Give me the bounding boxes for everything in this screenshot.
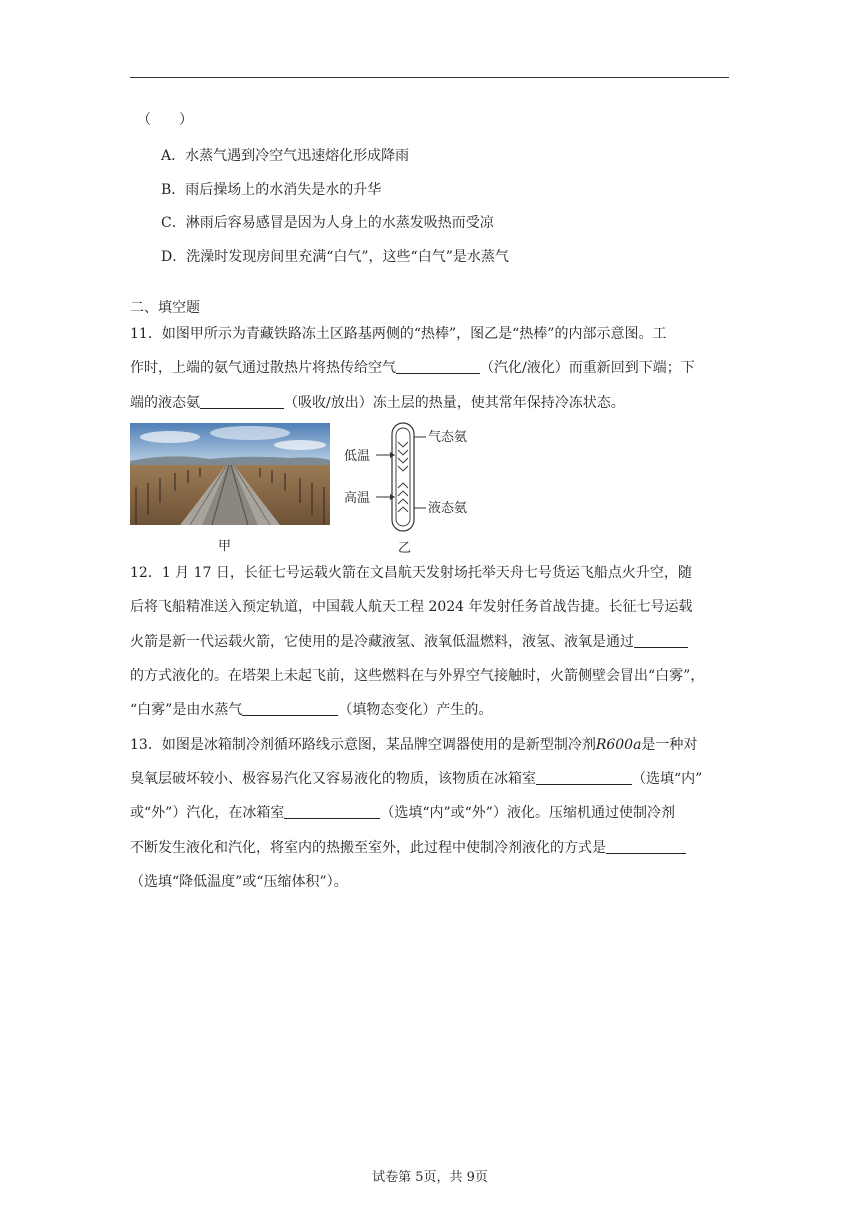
q13-line1	[130, 735, 697, 755]
q13-text: 不断发生液化和汽化，将室内的热搬至室外，此过程中使制冷剂液化的方式是	[130, 840, 606, 856]
q11-text: 作时，上端的氨气通过散热片将热传给空气	[130, 360, 396, 376]
label-low-temp: 低温	[344, 449, 371, 464]
q11-line2	[130, 358, 695, 378]
q12-line5	[130, 700, 492, 720]
q13-line4	[130, 838, 686, 858]
q13-text: 是一种对	[641, 737, 698, 753]
q13-line5: （选填“降低温度”或“压缩体积”）。	[130, 874, 348, 890]
q11-text: （吸收/放出）冻土层的热量，使其常年保持冷冻状态。	[284, 395, 625, 411]
q13-line2	[130, 769, 702, 789]
q12-line1: 12．1 月 17 日，长征七号运载火箭在文昌航天发射场托举天舟七号货运飞船点火升空，随	[130, 565, 692, 581]
q13-text: 或“外”）汽化，在冰箱室	[130, 805, 285, 821]
q12-line4: 的方式液化的。在塔架上未起飞前，这些燃料在与外界空气接触时，火箭侧壁会冒出“白雾”，	[130, 668, 705, 684]
option-a: A．水蒸气遇到冷空气迅速熔化形成降雨	[161, 148, 410, 164]
heat-pipe-diagram	[340, 420, 490, 535]
q12-text: （填物态变化）产生的。	[338, 702, 493, 718]
q11-line3	[130, 393, 625, 413]
answer-blank[interactable]	[200, 394, 284, 409]
header-rule	[130, 77, 729, 78]
railway-photo	[130, 423, 330, 525]
option-d: D．洗澡时发现房间里充满“白气”，这些“白气”是水蒸气	[161, 249, 509, 265]
q13-line3	[130, 803, 675, 823]
section-title: 二、填空题	[130, 300, 200, 316]
answer-blank[interactable]	[536, 770, 632, 785]
answer-blank[interactable]	[634, 633, 688, 648]
answer-blank[interactable]	[396, 359, 480, 374]
label-liquid-ammonia: 液态氨	[428, 501, 468, 516]
answer-blank[interactable]	[242, 701, 338, 716]
label-gaseous-ammonia: 气态氨	[428, 430, 468, 445]
q12-line2: 后将飞船精准送入预定轨道，中国载人航天工程 2024 年发射任务首战告捷。长征七号运载	[130, 599, 693, 615]
q12-text: 火箭是新一代运载火箭，它使用的是冷藏液氢、液氧低温燃料，液氢、液氧是通过	[130, 634, 634, 650]
figure-caption-yi: 乙	[398, 541, 412, 556]
q11-text: 端的液态氨	[130, 395, 200, 411]
answer-blank[interactable]	[284, 804, 380, 819]
answer-paren: （ ）	[137, 112, 193, 128]
q12-text: “白雾”是由水蒸气	[130, 702, 243, 718]
q13-text: 臭氧层破坏较小、极容易汽化又容易液化的物质，该物质在冰箱室	[130, 771, 536, 787]
option-b: B．雨后操场上的水消失是水的升华	[161, 182, 382, 198]
q11-text: （汽化/液化）而重新回到下端；下	[480, 360, 695, 376]
label-high-temp: 高温	[344, 491, 371, 506]
q11-line1: 11．如图甲所示为青藏铁路冻土区路基两侧的“热棒”，图乙是“热棒”的内部示意图。工	[130, 326, 667, 342]
answer-blank[interactable]	[606, 839, 686, 854]
q13-text: 13．如图是冰箱制冷剂循环路线示意图，某品牌空调器使用的是新型制冷剂	[130, 737, 596, 753]
refrigerant-formula: R600a	[595, 737, 642, 753]
q12-line3	[130, 632, 688, 652]
q13-text: （选填“内”	[632, 771, 703, 787]
q13-text: （选填“内”或“外”）液化。压缩机通过使制冷剂	[380, 805, 675, 821]
figure-caption-jia: 甲	[218, 539, 232, 554]
option-c: C．淋雨后容易感冒是因为人身上的水蒸发吸热而受凉	[161, 215, 494, 231]
page-footer: 试卷第 5页，共 9页	[372, 1170, 488, 1185]
